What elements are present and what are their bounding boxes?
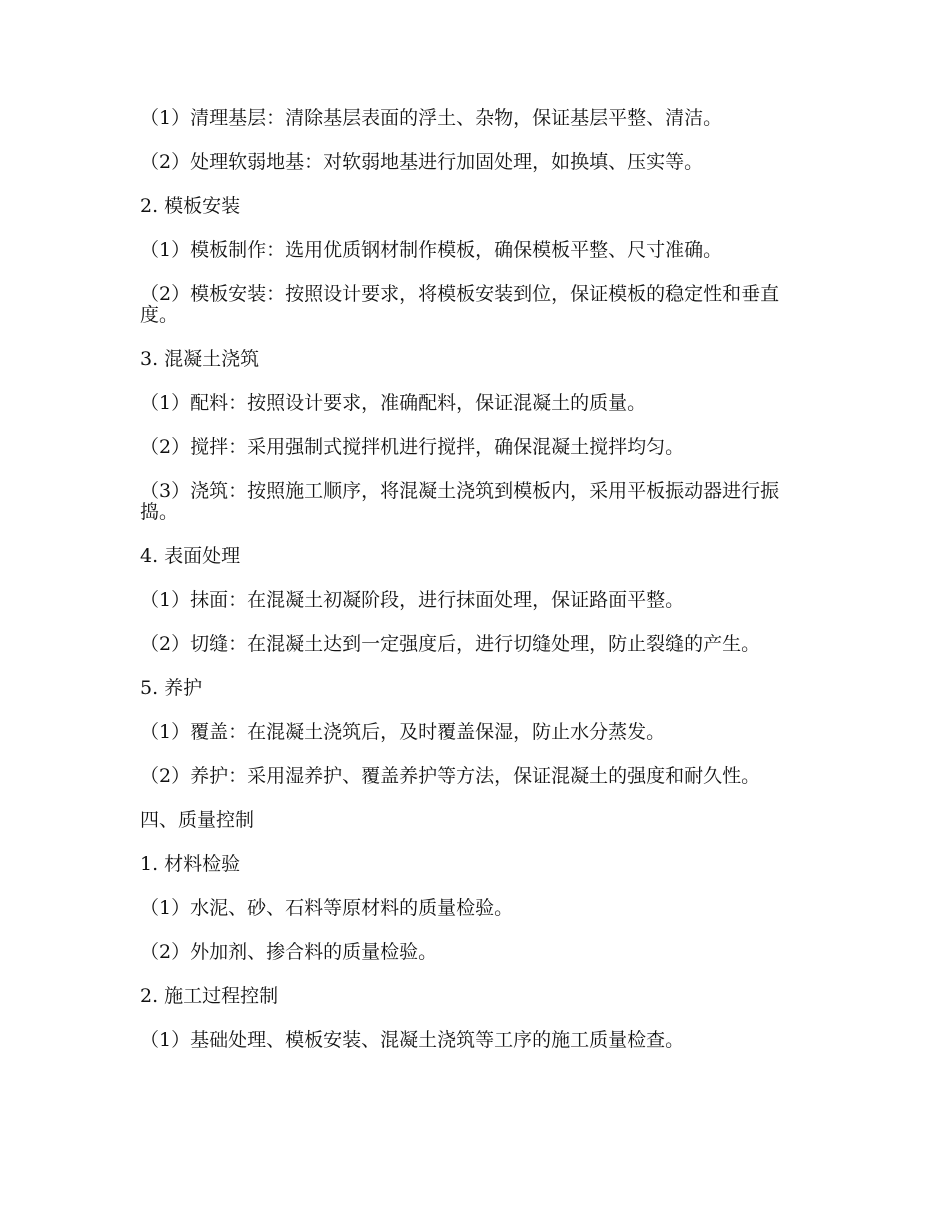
paragraph-admixture-inspection: （2）外加剂、掺合料的质量检验。	[140, 941, 438, 963]
paragraph-mixing: （2）搅拌：采用强制式搅拌机进行搅拌，确保混凝土搅拌均匀。	[140, 436, 685, 458]
paragraph-formwork-making: （1）模板制作：选用优质钢材制作模板，确保模板平整、尺寸准确。	[140, 239, 723, 261]
paragraph-process-inspection: （1）基础处理、模板安装、混凝土浇筑等工序的施工质量检查。	[140, 1029, 685, 1051]
paragraph-joint-cutting: （2）切缝：在混凝土达到一定强度后，进行切缝处理，防止裂缝的产生。	[140, 633, 761, 655]
section-heading-curing: 5. 养护	[140, 677, 203, 699]
document-page	[140, 108, 810, 1074]
section-heading-material-inspection: 1. 材料检验	[140, 853, 241, 875]
section-heading-process-control: 2. 施工过程控制	[140, 985, 279, 1007]
paragraph-raw-material-inspection: （1）水泥、砂、石料等原材料的质量检验。	[140, 897, 514, 919]
paragraph-covering: （1）覆盖：在混凝土浇筑后，及时覆盖保湿，防止水分蒸发。	[140, 721, 666, 743]
paragraph-soft-foundation: （2）处理软弱地基：对软弱地基进行加固处理，如换填、压实等。	[140, 151, 704, 173]
section-heading-surface-treatment: 4. 表面处理	[140, 545, 241, 567]
paragraph-curing-method: （2）养护：采用湿养护、覆盖养护等方法，保证混凝土的强度和耐久性。	[140, 765, 761, 787]
chapter-heading-quality-control: 四、质量控制	[140, 809, 255, 831]
paragraph-pouring: （3）浇筑：按照施工顺序，将混凝土浇筑到模板内，采用平板振动器进行振捣。	[140, 480, 780, 523]
paragraph-clean-base: （1）清理基层：清除基层表面的浮土、杂物，保证基层平整、清洁。	[140, 107, 723, 129]
paragraph-troweling: （1）抹面：在混凝土初凝阶段，进行抹面处理，保证路面平整。	[140, 589, 685, 611]
paragraph-batching: （1）配料：按照设计要求，准确配料，保证混凝土的质量。	[140, 392, 647, 414]
paragraph-formwork-install: （2）模板安装：按照设计要求，将模板安装到位，保证模板的稳定性和垂直度。	[140, 283, 780, 326]
section-heading-concrete-pouring: 3. 混凝土浇筑	[140, 348, 260, 370]
section-heading-formwork: 2. 模板安装	[140, 195, 241, 217]
